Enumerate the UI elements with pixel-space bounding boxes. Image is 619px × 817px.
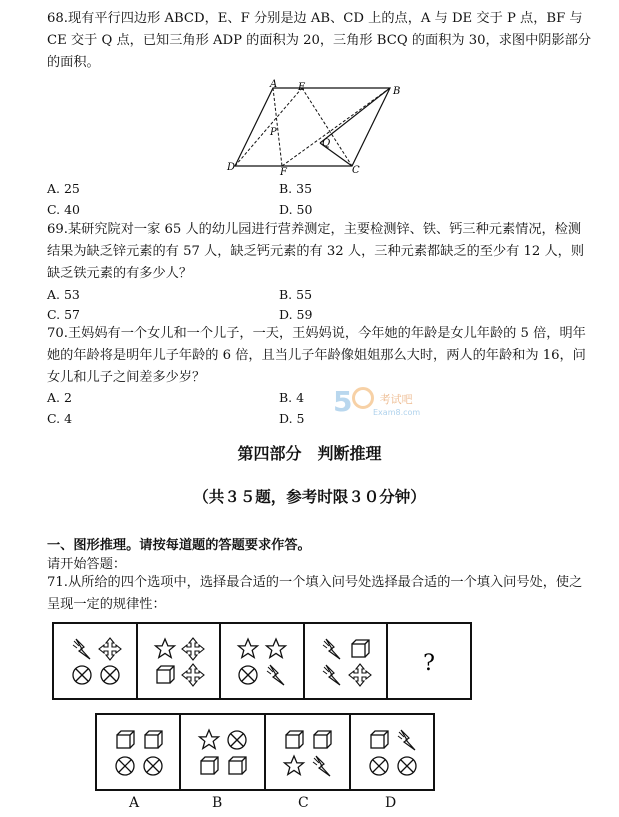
answer-label-d[interactable]: D [385,795,397,811]
cube-icon [145,731,162,748]
q68-option-a[interactable]: A. 25 [47,181,80,196]
answer-label-a[interactable]: A [129,795,140,811]
q69-option-b[interactable]: B. 55 [279,287,313,302]
bolt-icon [323,639,340,659]
cube-icon [286,731,303,748]
arrows-icon [182,638,204,660]
label-a: A [270,79,278,90]
parallelogram-figure [220,78,410,178]
cube-icon [117,731,134,748]
circle-x-icon [370,757,388,775]
label-q: Q [322,138,331,149]
label-e: E [298,82,306,93]
star-icon [156,639,175,658]
label-d: D [227,162,236,173]
q70-option-c[interactable]: C. 4 [47,411,73,426]
q70-option-b[interactable]: B. 4 [279,390,305,405]
star-icon [200,730,219,749]
q69-option-c[interactable]: C. 57 [47,307,80,322]
cube-icon [201,757,218,774]
q70-option-a[interactable]: A. 2 [47,390,72,405]
label-p: P [270,127,277,138]
q68-option-b[interactable]: B. 35 [279,181,313,196]
cube-icon [229,757,246,774]
answer-label-b[interactable]: B [212,795,223,811]
star-icon [285,756,304,775]
q68-option-c[interactable]: C. 40 [47,202,80,217]
answer-label-c[interactable]: C [298,795,309,811]
circle-x-icon [239,666,257,684]
bolt-icon [73,639,90,659]
bolt-icon [323,665,340,685]
circle-x-icon [228,731,246,749]
start-prompt: 请开始答题： [47,557,127,572]
cube-icon [371,731,388,748]
circle-x-icon [398,757,416,775]
circle-x-icon [144,757,162,775]
cube-icon [157,666,174,683]
label-c: C [352,165,360,176]
star-icon [267,639,286,658]
question-71-text: 71.从所给的四个选项中，选择最合适的一个填入问号处选择最合适的一个填入问号处，使之呈现一定的规律性： [47,575,583,612]
circle-x-icon [116,757,134,775]
q71-sequence [52,622,472,700]
circle-x-icon [73,666,91,684]
question-mark: ? [423,651,435,676]
part-title: 第四部分 判断推理 [237,444,382,463]
label-b: B [393,86,401,97]
q71-answers [95,713,435,791]
cube-icon [352,640,369,657]
bolt-icon [267,665,284,685]
watermark-logo: 5 $^{考试吧}$ Exam8.com [333,385,421,418]
bolt-icon [313,756,330,776]
section-heading: 一、图形推理。请按每道题的答题要求作答。 [47,538,311,553]
part-subtitle: （共３５题，参考时限３０分钟） [193,487,426,506]
bolt-icon [398,730,415,750]
circle-x-icon [101,666,119,684]
question-69-text: 69.某研究院对一家 65 人的幼儿园进行营养测定，主要检测锌、铁、钙三种元素情况，检测结果为缺乏锌元素的有 57 人，缺乏钙元素的有 32 人，三种元素都缺乏的至少有 12 人，则缺乏铁元素的有多少人？ [47,222,585,281]
q69-option-a[interactable]: A. 53 [47,287,80,302]
cube-icon [314,731,331,748]
arrows-icon [349,664,371,686]
star-icon [239,639,258,658]
q70-option-d[interactable]: D. 5 [279,411,305,426]
question-68-text: 68.现有平行四边形 ABCD，E、F 分别是边 AB、CD 上的点，A 与 DE 交于 P 点，BF 与 CE 交于 Q 点，已知三角形 ADP 的面积为 20，三角形 BCQ 的面积为 30，求图中阴影部分的面积。 [47,11,592,70]
q68-option-d[interactable]: D. 50 [279,202,313,217]
arrows-icon [99,638,121,660]
label-f: F [280,167,287,178]
question-70-text: 70.王妈妈有一个女儿和一个儿子，一天，王妈妈说，今年她的年龄是女儿年龄的 5 倍，明年她的年龄将是明年儿子年龄的 6 倍，且当儿子年龄像姐姐那么大时，两人的年龄和为 16，问女儿和儿子之间差多少岁？ [47,326,586,385]
q69-option-d[interactable]: D. 59 [279,307,313,322]
arrows-icon [182,664,204,686]
